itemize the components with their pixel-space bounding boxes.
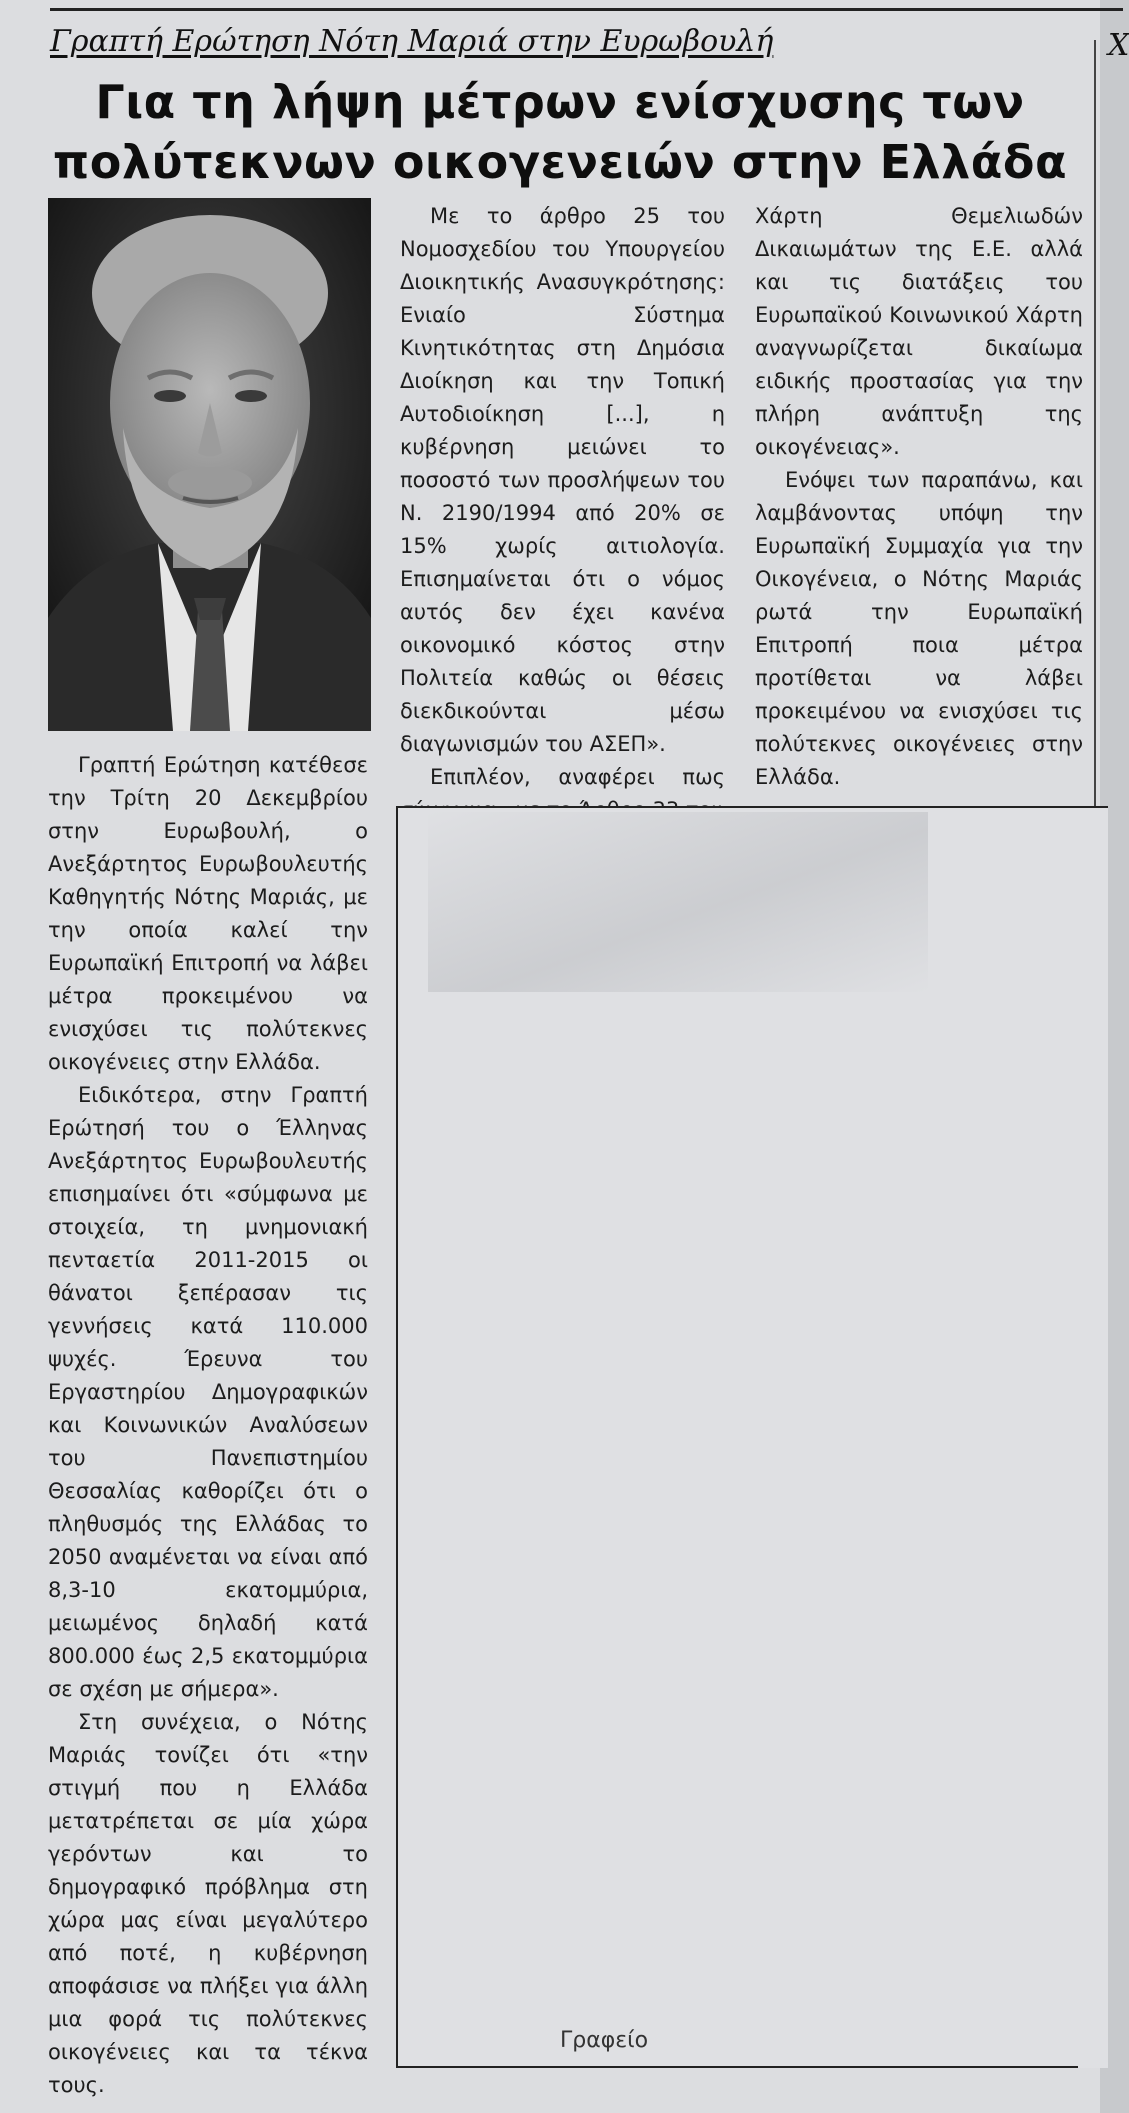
paragraph: Χάρτη Θεμελιωδών Δικαιωμάτων της Ε.Ε. αλλά και τις διατάξεις του Ευρωπαϊκού Κοινωνικού Χάρτη αναγνωρίζεται δικαίωμα ειδικής προστασίας για την πλήρη ανάπτυξη της οικογένειας». [755, 204, 1083, 459]
column-divider [1094, 40, 1096, 810]
article-headline [40, 72, 1080, 192]
cut-off-text: Γραφείο [560, 2028, 649, 2053]
article-kicker: Γραπτή Ερώτηση Νότη Μαριά στην Ευρωβουλή [50, 24, 774, 59]
article-column-1 [48, 749, 368, 2102]
paragraph: Γραπτή Ερώτηση κατέθεσε την Τρίτη 20 Δεκεμβρίου στην Ευρωβουλή, ο Ανεξάρτητος Ευρωβουλευτής Καθηγητής Νότης Μαριάς, με την οποία καλεί την Ευρωπαϊκή Επιτροπή να λάβει μέτρα προκειμένου να ενισχύσει τις πολύτεκνες οικογένειες στην Ελλάδα. [48, 753, 368, 1074]
paragraph: Επιπλέον, αναφέρει πως [430, 765, 725, 789]
paper-fold-shadow [428, 812, 928, 992]
paragraph: Στη συνέχεια, ο Νότης Μαριάς τονίζει ότι «την στιγμή που η Ελλάδα μετατρέπεται σε μία χώρα γερόντων και το δημογραφικό πρόβλημα στη χώρα μας είναι μεγαλύτερο από ποτέ, η κυβέρνηση αποφάσισε να πλήξει για άλλη μια φορά τις πολύτεκνες οικογένειες και τα τέκνα τους. [48, 1710, 368, 2097]
blank-clipping-area [396, 806, 1108, 2068]
bottom-rule [398, 2066, 1078, 2068]
portrait-photo [48, 198, 371, 731]
headline-line-1: Για τη λήψη μέτρων ενίσχυσης των [95, 75, 1025, 129]
paragraph: Με το άρθρο 25 του Νομοσχεδίου του Υπουργείου Διοικητικής Ανασυγκρότησης: Ενιαίο Σύστημα Κινητικότητας στη Δημόσια Διοίκηση και την Τοπική Αυτοδιοίκηση [...], η κυβέρνηση μειώνει το ποσοστό των προσλήψεων του Ν. 2190/1994 από 20% σε 15% χωρίς αιτιολογία. Επισημαίνεται ότι ο νόμος αυτός δεν έχει κανένα οικονομικό κόστος στην Πολιτεία καθώς οι θέσεις διεκδικούνται μέσω διαγωνισμών του ΑΣΕΠ». [400, 204, 725, 756]
top-rule [50, 8, 1123, 11]
portrait-illustration [48, 198, 371, 731]
article-column-3 [755, 200, 1083, 794]
headline-line-2: πολύτεκνων οικογενειών στην Ελλάδα [52, 135, 1068, 189]
paragraph: Ενόψει των παραπάνω, και λαμβάνοντας υπόψη την Ευρωπαϊκή Συμμαχία για την Οικογένεια, ο Νότης Μαριάς ρωτά την Ευρωπαϊκή Επιτροπή ποια μέτρα προτίθεται να λάβει προκειμένου να ενισχύσει τις πολύτεκνες οικογένειες στην Ελλάδα. [755, 468, 1083, 789]
paragraph: Ειδικότερα, στην Γραπτή Ερώτησή του ο Έλληνας Ανεξάρτητος Ευρωβουλευτής επισημαίνει ότι «σύμφωνα με στοιχεία, τη μνημονιακή πενταετία 2011-2015 οι θάνατοι ξεπέρασαν τις γεννήσεις κατά 110.000 ψυχές. Έρευνα του Εργαστηρίου Δημογραφικών και Κοινωνικών Αναλύσεων του Πανεπιστημίου Θεσσαλίας καθορίζει ότι ο πληθυσμός της Ελλάδας το 2050 αναμένεται να είναι από 8,3-10 εκατομμύρια, μειωμένος δηλαδή κατά 800.000 έως 2,5 εκατομμύρια σε σχέση με σήμερα». [48, 1083, 368, 1701]
adjacent-article-fragment: Χ [1108, 28, 1129, 63]
article-column-2 [400, 200, 725, 827]
